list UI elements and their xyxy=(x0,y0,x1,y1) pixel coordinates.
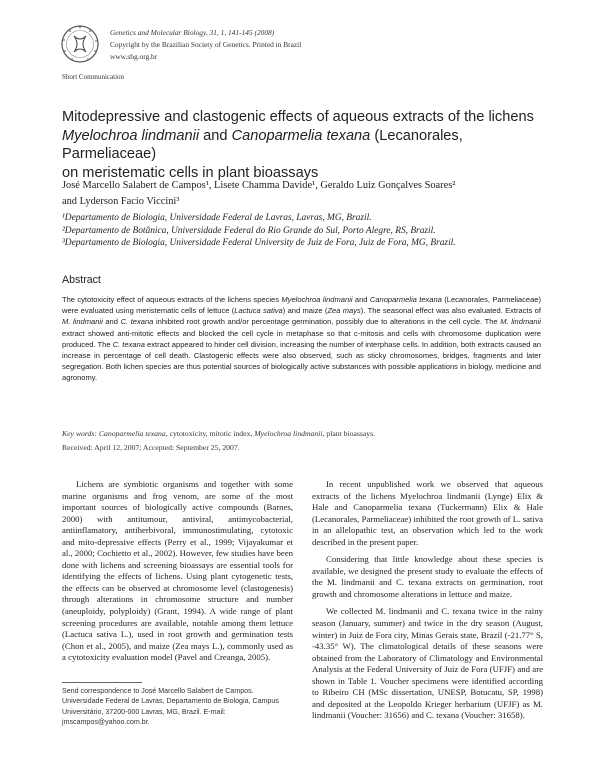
affiliation-3: ³Departamento de Biologia, Universidade Federal University de Juiz de Fora, Juiz de Fora, MG, Brazil. xyxy=(62,238,456,249)
abstract-text: and xyxy=(352,295,370,304)
keywords-text: , cytotoxicity, mitotic index, xyxy=(165,429,255,438)
keywords-label: Key words: xyxy=(62,429,97,438)
abstract-species: C. texana xyxy=(112,339,145,349)
abstract-paragraph xyxy=(62,294,541,384)
abstract-text: inhibited root growth and/or percentage germination, possibly due to alterations in the cell cycle. The xyxy=(153,317,501,327)
journal-citation: Genetics and Molecular Biology, 31, 1, 141-145 (2008) xyxy=(110,28,275,37)
authors-line-1: José Marcello Salabert de Campos¹, Lisete Chamma Davide¹, Geraldo Luiz Gonçalves Soares² xyxy=(62,180,456,191)
keywords-end: , plant bioassays. xyxy=(322,429,376,438)
left-column xyxy=(62,479,293,664)
abstract-text: (Lecanorales, Parmeliaceae) were evaluated using meristematic cells of lettuce ( xyxy=(62,295,541,316)
abstract-species: Myelochroa lindmanii xyxy=(281,295,353,304)
abstract-species: M. lindmanii xyxy=(62,317,103,327)
abstract-body xyxy=(62,294,541,384)
abstract-species: C. texana xyxy=(120,317,154,327)
keyword-species-1: Canoparmelia texana xyxy=(96,429,166,438)
title-line-2 xyxy=(62,127,552,164)
abstract-species: M. lindmanii xyxy=(500,317,541,327)
abstract-text: ) and maize ( xyxy=(282,306,328,316)
abstract-text: and xyxy=(102,317,121,327)
title-line-1: Mitodepressive and clastogenic effects of aqueous extracts of the lichens xyxy=(62,109,534,125)
footnote-divider xyxy=(62,682,142,683)
received-accepted-dates: Received: April 12, 2007; Accepted: September 25, 2007. xyxy=(62,443,240,452)
abstract-species: Canoparmelia texana xyxy=(369,295,442,304)
abstract-text: ). The seasonal effect was also evaluated. Extracts of xyxy=(360,306,541,316)
intro-paragraph-3: Considering that little knowledge about these species is available, we designed the present study to evaluate the effects of the M. lindmanii and C. texana extracts on germination, root growth and chromosome alterations in lettuce and maize. xyxy=(312,554,543,599)
title-species-2: Canoparmelia texana xyxy=(231,127,371,144)
abstract-heading: Abstract xyxy=(62,274,101,286)
abstract-species: Zea mays xyxy=(327,306,361,316)
affiliation-2: ²Departamento de Botânica, Universidade Federal do Rio Grande do Sul, Porto Alegre, RS, Brazil. xyxy=(62,225,436,236)
affiliations xyxy=(62,212,582,250)
keywords xyxy=(62,428,552,440)
section-label: Short Communication xyxy=(62,73,125,81)
abstract-species: Lactuca sativa xyxy=(234,306,283,316)
authors xyxy=(62,178,562,209)
title-taxonomy: (Lecanorales, Parmeliaceae) xyxy=(62,127,463,162)
article-title xyxy=(62,108,552,182)
title-line-3: on meristematic cells in plant bioassays xyxy=(62,164,319,181)
affiliation-1: ¹Departamento de Biologia, Universidade Federal de Lavras, Lavras, MG, Brazil. xyxy=(62,213,372,223)
keyword-species-2: Myelochroa lindmanii xyxy=(254,429,323,438)
journal-logo xyxy=(60,24,100,64)
journal-url[interactable]: www.sbg.org.br xyxy=(110,52,158,61)
authors-line-2: and Lyderson Facio Viccini³ xyxy=(62,195,180,207)
title-and: and xyxy=(199,127,232,144)
abstract-text: extract appeared to hinder cell division, increasing the number of interphase cells. In addition, both extracts caused an increase in percentage of cell death. Clastogenic effects were also observed, such as sticky chromosomes, bridges, fragments and later segregation. Both lichen species are thus potential sources of biologically active substances with possible applications in biology, medicine and agronomy. xyxy=(62,339,541,383)
abstract-text: extract showed anti-mitotic effects and blocked the cell cycle in metaphase so that c-mitosis and cells with chromosome duplication were produced. The xyxy=(62,328,541,349)
intro-paragraph-1: Lichens are symbiotic organisms and together with some marine organisms and frog venom, are some of the most important sources of biologically active compounds (Barnes, 2000) with antitumour, antiviral, antimycobacterial, antiinflamatory, antiherbivoral, immunostimulating, cytotoxic and mito-depressive effects (Perry et al., 1999; Vijayakumar et al., 2000; Cochietto et al., 2002). However, few studies have been done with lichens and screening bioassays are essential tools for identifying the effects of lichens. Using plant cytogenetic tests, the effects can be observed at chromosome level (clastogenesis) through alterations in chromosome structure and number (aneuploidy, polyploidy) (Grant, 1994). A wide range of plant screening procedures are available, notable among them lettuce (Lactuca sativa L.), used in root growth and germination tests (Chon et al., 2005), and maize (Zea mays L.), commonly used as a cytotoxicity evaluation model (Pavel and Creanga, 2005). xyxy=(62,479,293,663)
methods-paragraph-1: We collected M. lindmanii and C. texana twice in the rainy season (January, summer) and twice in the dry season (August, winter) in Juiz de Fora city, Minas Gerais state, Brazil (-21.77° S, -43.35° W). The climatological details of these seasons were obtained from the Laboratory of Climatology and Environmental Analysis at the Federal University of Juiz de Fora (UFJF) and are shown in Table 1. Voucher specimens were identified according to Ribeiro CH (MSc dissertation, UNESP, Botucatu, SP, 1998) and deposited at the Leopoldo Krieger herbarium (UFJF) as M. lindmanii (Voucher: 31656) and C. texana (Voucher: 31658). xyxy=(312,606,543,721)
sbg-seal-icon xyxy=(60,24,100,64)
copyright-line: Copyright by the Brazilian Society of Genetics. Printed in Brazil xyxy=(110,40,302,49)
title-species-1: Myelochroa lindmanii xyxy=(62,127,200,144)
intro-paragraph-2: In recent unpublished work we observed that aqueous extracts of the lichens Myelochroa lindmanii (Lynge) Elix & Hale and Canoparmelia texana (Tuckermann) Elix & Hale (Lecanorales, Parmeliaceae) inhibited the root growth of L. sativa in an allelopathic test, an observation which led to the work described in the present paper. xyxy=(312,479,543,547)
right-column xyxy=(312,479,543,722)
abstract-text: The cytotoxicity effect of aqueous extracts of the lichens species xyxy=(62,295,282,304)
correspondence-note: Send correspondence to José Marcello Salabert de Campos. Universidade Federal de Lavras, Departamento de Biologia, Campus Universitário, 37200-000 Lavras, MG, Brazil. E-mail: jmscampos@yahoo.com.br. xyxy=(62,687,279,727)
